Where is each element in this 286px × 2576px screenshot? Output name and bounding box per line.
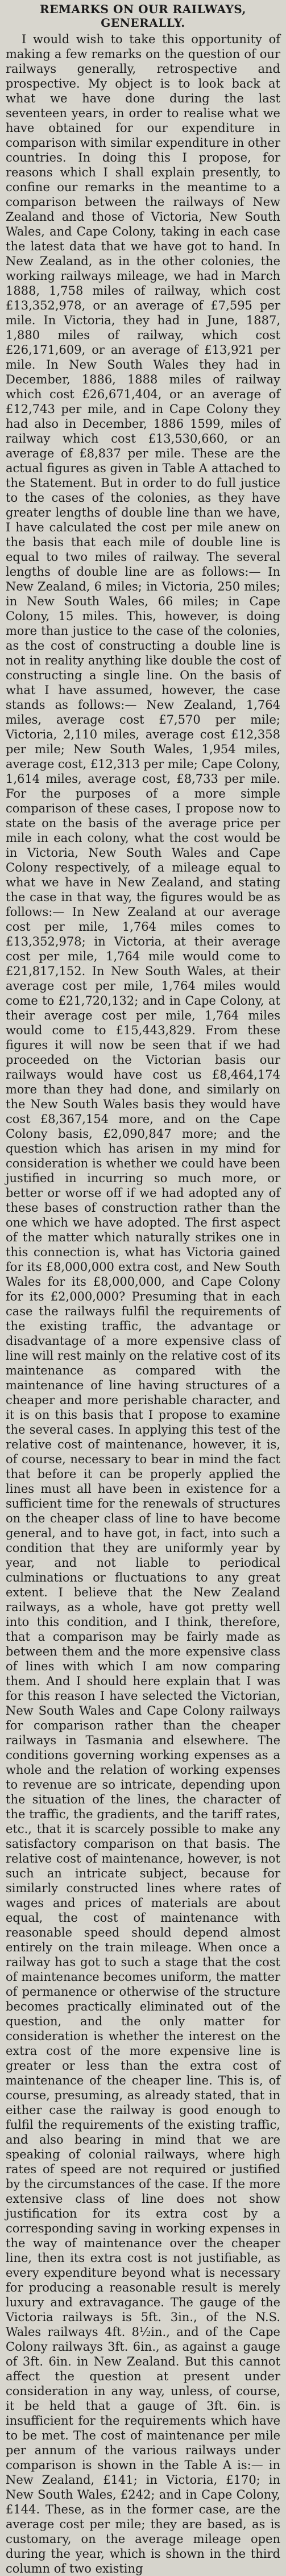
article-title-line-1: REMARKS ON OUR RAILWAYS,	[40, 2, 246, 16]
article-paragraph: I would wish to take this opportunity of making a few remarks on the question of our railways generally, retrospective and prospective. My object is to look back at what we have done during the last seventeen years, in order to realise what we have obtained for our expenditure in comparison with similar expenditure in other countries. In doing this I propose, for reasons which I shall explain presently, to confine our remarks in the meantime to a comparison between the railways of New Zealand and those of Victoria, New South Wales, and Cape Colony, taking in each case the latest data that we have got to hand. In New Zealand, as in the other colonies, the working railways mileage, we had in March 1888, 1,758 miles of railway, which cost £13,352,978, or an average of £7,595 per mile. In Victoria, they had in June, 1887, 1,880 miles of railway, which cost £26,171,609, or an average of £13,921 per mile. In New South Wales they had in December, 1886, 1888 miles of railway which cost £26,671,404, or an average of £12,743 per mile, and in Cape Colony they had also in December, 1886 1599, miles of railway which cost £13,530,660, or an average of £8,837 per mile. These are the actual figures as given in Table A attached to the Statement. But in order to do full justice to the cases of the colonies, as they have greater lengths of double line than we have, I have calculated the cost per mile anew on the basis that each mile of double line is equal to two miles of railway. The several lengths of double line are as follows:— In New Zealand, 6 miles; in Victoria, 250 miles; in New South Wales, 66 miles; in Cape Colony, 15 miles. This, however, is doing more than justice to the case of the colonies, as the cost of constructing a double line is not in reality anything like double the cost of constructing a single line. On the basis of what I have assumed, however, the case stands as follows:— New Zealand, 1,764 miles, average cost £7,570 per mile; Victoria, 2,110 miles, average cost £12,358 per mile; New South Wales, 1,954 miles, average cost, £12,313 per mile; Cape Colony, 1,614 miles, average cost, £8,733 per mile. For the purposes of a more simple comparison of these cases, I propose now to state on the basis of the average price per mile in each colony, what the cost would be in Victoria, New South Wales and Cape Colony respectively, of a mileage equal to what we have in New Zealand, and stating the case in that way, the figures would be as follows:— In New Zealand at our average cost per mile, 1,764 miles comes to £13,352,978; in Victoria, at their average cost per mile, 1,764 mile would come to £21,817,152. In New South Wales, at their average cost per mile, 1,764 miles would come to £21,720,132; and in Cape Colony, at their average cost per mile, 1,764 miles would come to £15,443,829. From these figures it will now be seen that if we had proceeded on the Victorian basis our railways would have cost us £8,464,174 more than they had done, and similarly on the New South Wales basis they would have cost £8,367,154 more, and on the Cape Colony basis, £2,090,847 more; and the question which has arisen in my mind for consideration is whether we could have been justified in incurring so much more, or better or worse off if we had adopted any of these bases of construction rather than the one which we have adopted. The first aspect of the matter which naturally strikes one in this connection is, what has Victoria gained for its £8,000,000 extra cost, and New South Wales for its £8,000,000, and Cape Colony for its £2,000,000? Presuming that in each case the railways fulfil the requirements of the existing traffic, the advantage or disadvantage of a more expensive class of line will rest mainly on the relative cost of its maintenance as compared with the maintenance of line having structures of a cheaper and more perishable character, and it is on this basis that I propose to examine the several cases. In applying this test of the relative cost of maintenance, however, it is, of course, necessary to bear in mind the fact that before it can be properly applied the lines must all have been in existence for a sufficient time for the renewals of structures on the cheaper class of line to have become general, and to have got, in fact, into such a condition that they are uniformly year by year, and not liable to periodical culminations or fluctuations to any great extent. I believe that the New Zealand railways, as a whole, have got pretty well into this condition, and I think, therefore, that a comparison may be fairly made as between them and the more expensive class of lines with which I am now comparing them. And I should here explain that I was for this reason I have selected the Victorian, New South Wales and Cape Colony railways for comparison rather than the cheaper railways in Tasmania and elsewhere. The conditions governing working expenses as a whole and the relation of working expenses to revenue are so intricate, depending upon the situation of the lines, the character of the traffic, the gradients, and the tariff rates, etc., that it is scarcely possible to make any satisfactory comparison on that basis. The relative cost of maintenance, however, is not such an intricate subject, because for similarly constructed lines where rates of wages and prices of materials are about equal, the cost of maintenance with reasonable speed should depend almost entirely on the train mileage. When once a railway has got to such a stage that the cost of maintenance becomes uniform, the matter of permanence or otherwise of the structure becomes practically eliminated out of the question, and the only matter for consideration is whether the interest on the extra cost of the more expensive line is greater or less than the extra cost of maintenance of the cheaper line. This is, of course, presuming, as already stated, that in either case the railway is good enough to fulfil the requirements of the existing traffic, and also bearing in mind that we are speaking of colonial railways, where high rates of speed are not required or justified by the circumstances of the case. If the more extensive class of line does not show justification for its extra cost by a corresponding saving in working expenses in the way of maintenance over the cheaper line, then its extra cost is not justifiable, as every expenditure beyond what is necessary for producing a reasonable result is merely luxury and extravagance. The gauge of the Victoria railways is 5ft. 3in., of the N.S. Wales railways 4ft. 8½in., and of the Cape Colony railways 3ft. 6in., as against a gauge of 3ft. 6in. in New Zealand. But this cannot affect the question at present under consideration in any way, unless, of course, it be held that a gauge of 3ft. 6in. is insufficient for the requirements which have to be met. The cost of maintenance per mile per annum of the various railways under comparison is shown in the Table A is:— in New Zealand, £141; in Victoria, £170; in New South Wales, £242; and in Cape Colony, £144. These, as in the former case, are the average cost per mile; they are based, as is customary, on the average mileage open during the year, which is shown in the third column of two existing	[6, 32, 280, 2575]
article-body	[6, 32, 280, 2576]
article-title	[6, 2, 280, 30]
article-title-line-2: GENERALLY.	[101, 16, 185, 30]
